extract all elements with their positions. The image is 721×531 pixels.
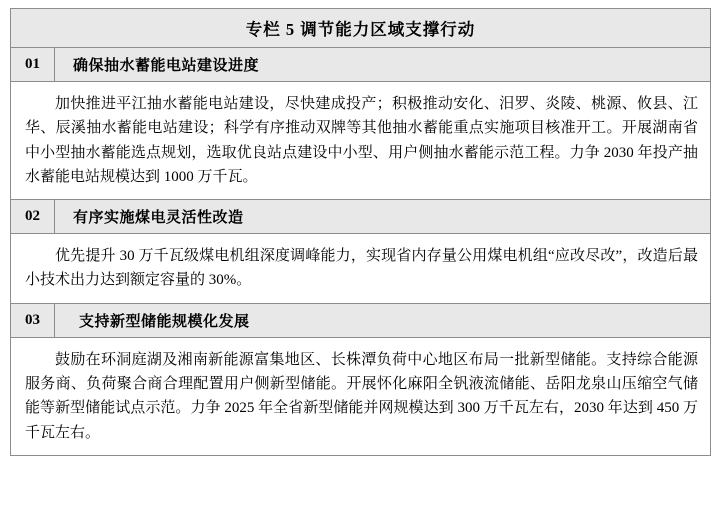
item-header-row-3 <box>11 303 711 337</box>
table-title-row <box>11 9 711 48</box>
item-body-text-1: 加快推进平江抽水蓄能电站建设，尽快建成投产；积极推动安化、汨罗、炎陵、桃源、攸县、江华、辰溪抽水蓄能电站建设；科学有序推动双牌等其他抽水蓄能重点实施项目核准开工。开展湖南省中小型抽水蓄能选点规划，选取优良站点建设中小型、用户侧抽水蓄能示范工程。力争 2030 年投产抽水蓄能电站规模达到 1000 万千瓦。 <box>25 96 698 185</box>
item-heading-2: 有序实施煤电灵活性改造 <box>55 200 711 234</box>
special-column-table <box>10 8 711 456</box>
item-number-3: 03 <box>11 303 55 337</box>
item-body-text-3: 鼓励在环洞庭湖及湘南新能源富集地区、长株潭负荷中心地区布局一批新型储能。支持综合能源服务商、负荷聚合商合理配置用户侧新型储能。开展怀化麻阳全钒液流储能、岳阳龙泉山压缩空气储能等新型储能试点示范。力争 2025 年全省新型储能并网规模达到 300 万千瓦左右，2030 年达到 450 万千瓦左右。 <box>25 351 698 441</box>
item-body-cell-2 <box>11 234 711 304</box>
item-body-row-2 <box>11 234 711 304</box>
item-heading-3: 支持新型储能规模化发展 <box>55 303 711 337</box>
item-number-2: 02 <box>11 200 55 234</box>
item-number-1: 01 <box>11 48 55 82</box>
item-heading-1: 确保抽水蓄能电站建设进度 <box>55 48 711 82</box>
item-body-row-3 <box>11 337 711 455</box>
item-body-text-2: 优先提升 30 万千瓦级煤电机组深度调峰能力，实现省内存量公用煤电机组“应改尽改”，改造后最小技术出力达到额定容量的 30%。 <box>25 248 698 289</box>
table-title: 专栏 5 调节能力区域支撑行动 <box>11 9 711 48</box>
item-body-row-1 <box>11 82 711 200</box>
item-body-cell-3 <box>11 337 711 455</box>
item-body-cell-1 <box>11 82 711 200</box>
item-header-row-1 <box>11 48 711 82</box>
item-header-row-2 <box>11 200 711 234</box>
